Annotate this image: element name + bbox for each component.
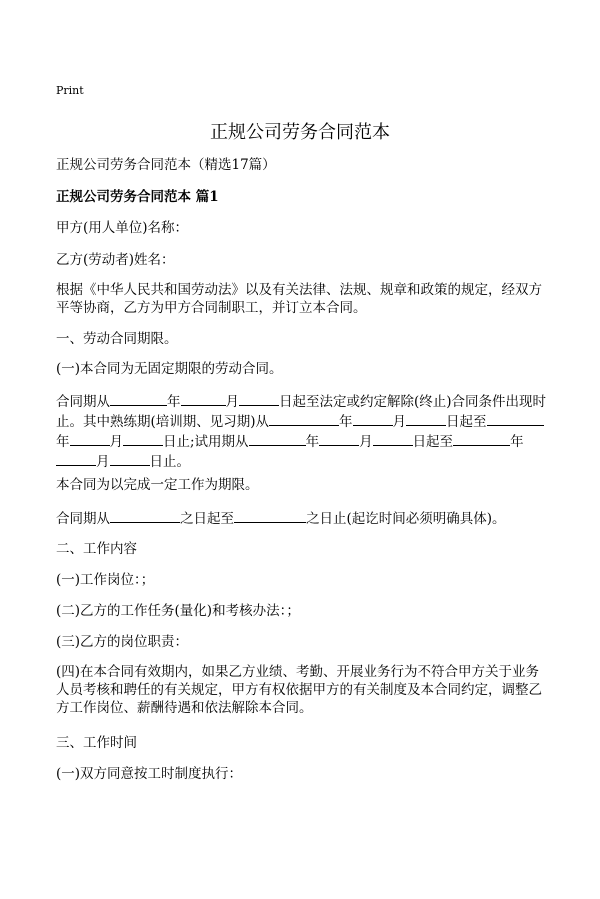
blank-field: [239, 391, 279, 406]
month-label: 月: [392, 414, 407, 430]
term-text: 日起至法定或约定解除(终止)合同条件出现时止。其中熟练期(培训期、见习期)从: [56, 394, 547, 430]
blank-field: [56, 451, 96, 466]
intro-paragraph: 根据《中华人民共和国劳动法》以及有关法律、法规、规章和政策的规定，经双方平等协商，乙方为甲方合同制职工，并订立本合同。: [56, 282, 542, 316]
blank-field: [110, 508, 180, 523]
blank-field: [110, 451, 150, 466]
blank-field: [406, 411, 446, 426]
year-label: 年: [56, 434, 70, 450]
print-label: Print: [56, 84, 84, 97]
term-text: 日止。: [149, 454, 190, 470]
year-label: 年: [167, 394, 181, 410]
blank-field: [487, 411, 544, 426]
period-text: 之日起至: [180, 511, 234, 527]
blank-field: [373, 431, 413, 446]
year-label: 年: [339, 414, 353, 430]
blank-field: [70, 431, 110, 446]
term-text: 日起至: [446, 414, 487, 430]
blank-field: [319, 431, 359, 446]
section-heading-1: 一、劳动合同期限。: [56, 331, 178, 347]
blank-field: [181, 391, 226, 406]
blank-field: [269, 411, 339, 426]
month-label: 月: [96, 454, 110, 470]
blank-field: [453, 431, 510, 446]
year-label: 年: [305, 434, 320, 450]
month-label: 月: [225, 394, 239, 410]
clause-task-term: 本合同为以完成一定工作为期限。: [56, 477, 259, 493]
year-label: 年: [510, 434, 524, 450]
contract-period-line: [56, 508, 548, 528]
clause-2-3: (三)乙方的岗位职责：: [56, 634, 189, 650]
party-a-line: 甲方(用人单位)名称：: [56, 220, 189, 236]
clause-2-1: (一)工作岗位：；: [56, 572, 155, 588]
period-text: 之日止(起讫时间必须明确具体)。: [306, 511, 506, 527]
clause-1-1: (一)本合同为无固定期限的劳动合同。: [56, 361, 283, 377]
party-b-line: 乙方(劳动者)姓名：: [56, 252, 175, 268]
period-text: 合同期从: [56, 511, 110, 527]
page-title: 正规公司劳务合同范本: [210, 122, 390, 143]
section-heading-3: 三、工作时间: [56, 735, 137, 751]
subtitle: 正规公司劳务合同范本（精选17篇）: [56, 157, 276, 173]
contract-term-paragraph: [56, 391, 548, 471]
term-text: 合同期从: [56, 394, 110, 410]
blank-field: [353, 411, 393, 426]
section-title: 正规公司劳务合同范本 篇1: [56, 189, 219, 205]
term-text: 日止;试用期从: [163, 434, 249, 450]
blank-field: [110, 391, 167, 406]
clause-3-1: (一)双方同意按工时制度执行：: [56, 766, 243, 782]
clause-2-2: (二)乙方的工作任务(量化)和考核办法：；: [56, 603, 300, 619]
clause-2-4: (四)在本合同有效期内，如果乙方业绩、考勤、开展业务行为不符合甲方关于业务人员考核和聘任的有关规定，甲方有权依据甲方的有关制度及本合同约定，调整乙方工作岗位、薪酬待遇和依法解除本合同。: [56, 664, 542, 716]
term-text: 日起至: [412, 434, 454, 450]
month-label: 月: [359, 434, 373, 450]
blank-field: [123, 431, 163, 446]
month-label: 月: [109, 434, 123, 450]
blank-field: [249, 431, 306, 446]
blank-field: [234, 508, 306, 523]
section-heading-2: 二、工作内容: [56, 541, 137, 557]
